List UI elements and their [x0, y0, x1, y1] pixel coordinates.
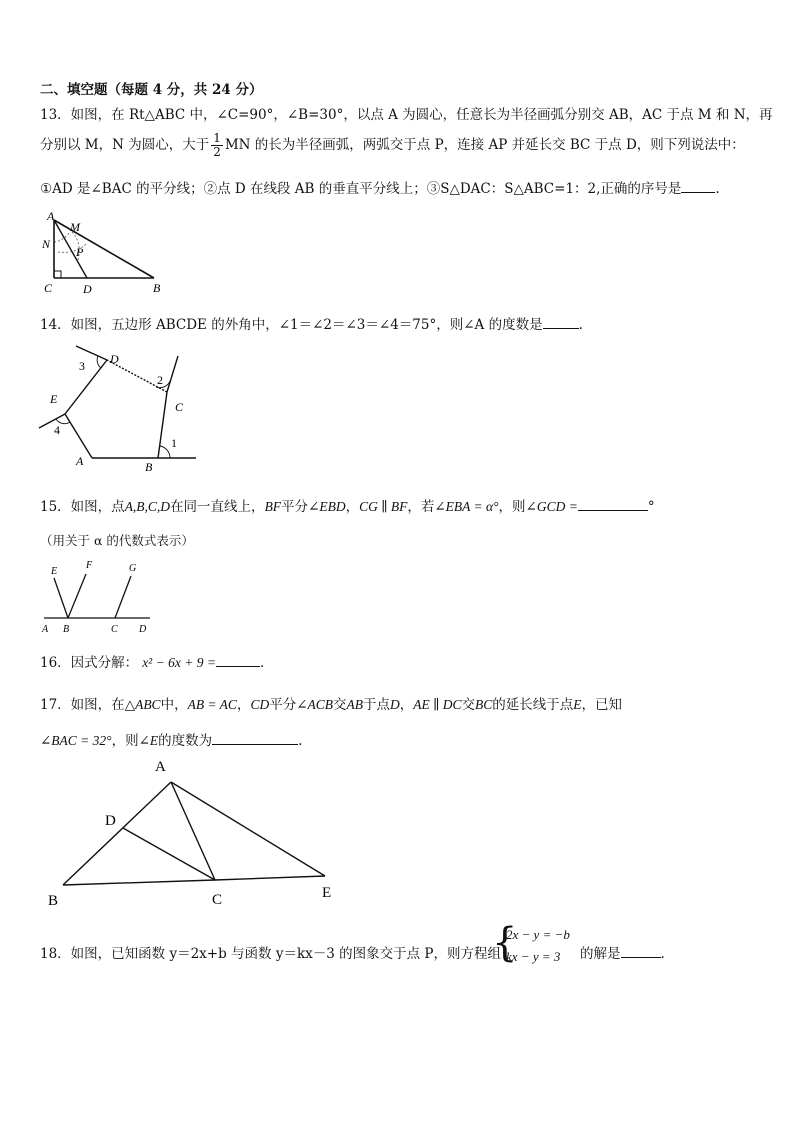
q15-text-mid4: ，则: [498, 499, 526, 515]
q14-angle-1: 1: [171, 436, 177, 450]
q17-eq: AB = AC: [187, 697, 237, 712]
q15-angle-gcd: ∠GCD =: [525, 499, 578, 514]
q18-answer-blank[interactable]: [621, 943, 661, 958]
q16-text-end: .: [259, 655, 265, 671]
q17-c2: ，: [236, 697, 251, 713]
q17-tri: △ABC: [124, 697, 161, 712]
q17-c6: ，: [399, 697, 414, 713]
q17-c3: 平分: [269, 697, 297, 713]
q15-points: A,B,C,D: [124, 499, 171, 514]
q15-label-b: B: [63, 624, 70, 635]
q14-ext-2: [167, 356, 178, 392]
q15-label-e: E: [51, 566, 58, 577]
q17-e: E: [573, 697, 582, 712]
q17-cd: CD: [250, 697, 270, 712]
q15-cg-bf: CG ∥ BF: [359, 499, 408, 514]
q15-ray-be: [54, 578, 68, 618]
q17-line2-mid: ，则: [111, 733, 139, 749]
q13-fraction: [211, 132, 223, 159]
q17-ab: AB: [346, 697, 364, 712]
q13-answer-blank[interactable]: [681, 178, 715, 193]
q13-figure: [38, 208, 168, 298]
q17-c8: 的延长线于点: [492, 697, 574, 713]
q14-text: 14．如图，五边形 ABCDE 的外角中，∠1＝∠2＝∠3＝∠4＝75°，则∠A 的度数是: [40, 317, 543, 333]
q14-ext-3: [76, 346, 107, 360]
q17-bc: BC: [475, 697, 493, 712]
q13-label-n: N: [42, 237, 51, 251]
q13-line3: [40, 177, 720, 197]
q17-label-d: D: [105, 813, 116, 829]
q15-label-d: D: [139, 624, 147, 635]
q13-frac-den: 2: [213, 145, 221, 159]
q14-line: [40, 313, 583, 333]
q17-segment-ae: [171, 782, 325, 876]
q18-text-post: 的解是: [580, 946, 621, 962]
q15-label-f: F: [86, 560, 93, 571]
q15-text-mid3: ，若: [407, 499, 435, 515]
q17-side-ac: [171, 782, 215, 880]
q16-answer-blank[interactable]: [216, 652, 260, 667]
q13-line2-pre: 分别以 M，N 为圆心，大于: [40, 137, 210, 153]
q13-line2: [40, 132, 745, 159]
q14-label-e: E: [50, 392, 58, 406]
q17-label-e: E: [322, 885, 332, 901]
q13-frac-num: 1: [213, 131, 221, 145]
q15-angle-ebd: ∠EBD: [308, 499, 346, 514]
q15-degree: °: [647, 499, 655, 515]
q17-label-b: B: [48, 893, 59, 909]
q14-answer-blank[interactable]: [543, 314, 579, 329]
q13-line3-end: .: [715, 181, 720, 197]
q13-side-ab: [54, 220, 154, 278]
q18-answer-line: [580, 942, 665, 962]
q14-label-b: B: [145, 460, 153, 474]
q15-text-mid1: 在同一直线上，: [170, 499, 265, 515]
q17-figure: [40, 752, 350, 912]
q14-figure: [36, 340, 206, 475]
q13-label-b: B: [153, 281, 161, 295]
q14-side-ea: [65, 414, 92, 458]
q13-label-m: M: [70, 220, 80, 234]
q14-label-a: A: [76, 454, 84, 468]
q13-label-p: P: [76, 245, 84, 259]
q16-line: [40, 651, 264, 671]
q17-c5: 于点: [363, 697, 391, 713]
q17-acb: ∠ACB: [296, 697, 334, 712]
q15-label-c: C: [111, 624, 118, 635]
q18-text-pre: 18．如图，已知函数 y＝2x+b 与函数 y＝kx－3 的图象交于点 P，则方程组: [40, 946, 502, 962]
q17-pre: 17．如图，在: [40, 697, 125, 713]
q15-angle-eba: ∠EBA = α°: [434, 499, 499, 514]
q15-ray-cg: [115, 576, 131, 618]
q17-answer-blank[interactable]: [212, 730, 298, 745]
q15-label-a: A: [42, 624, 49, 635]
q14-ext-4: [39, 414, 65, 428]
q13-line1: 13．如图，在 Rt△ABC 中，∠C=90°，∠B=30°，以点 A 为圆心，任意长为半径画弧分别交 AB，AC 于点 M 和 N，再: [40, 107, 773, 123]
q18-eq1: 2x − y = −b: [506, 927, 570, 942]
q14-angle-4: 4: [54, 423, 60, 437]
q14-angle-2: 2: [157, 373, 163, 387]
q14-label-d: D: [110, 352, 119, 366]
q17-c1: 中，: [160, 697, 188, 713]
q16-text-pre: 16．因式分解：: [40, 655, 139, 671]
q15-figure: [38, 558, 158, 638]
q13-line2-post: MN 的长为半径画弧，两弧交于点 P，连接 AP 并延长交 BC 于点 D，则下列说法中：: [224, 137, 745, 153]
q17-side-ab: [63, 782, 171, 885]
q17-c7: 交: [461, 697, 475, 713]
q17-line2: [40, 729, 302, 749]
q13-label-d: D: [83, 282, 92, 296]
q17-d: D: [390, 697, 400, 712]
section-title: 二、填空题（每题 4 分，共 24 分）: [40, 82, 263, 98]
q17-angle-e: ∠E: [138, 733, 159, 748]
q17-c9: ，已知: [581, 697, 623, 713]
q17-side-bc: [63, 880, 215, 885]
q13-line3-text: ①AD 是∠BAC 的平分线；②点 D 在线段 AB 的垂直平分线上；③S△DAC：S△ABC=1：2,正确的序号是: [40, 181, 682, 197]
q15-bf: BF: [264, 499, 282, 514]
q15-label-g: G: [129, 563, 137, 574]
q18-eq2: kx − y = 3: [506, 949, 561, 964]
q15-text-mid2: 平分: [281, 499, 309, 515]
q17-label-a: A: [155, 759, 166, 775]
q13-right-angle-mark: [54, 271, 61, 278]
q15-line2: （用关于 α 的代数式表示）: [40, 533, 194, 548]
q17-segment-dc: [123, 828, 215, 880]
q15-text-pre: 15．如图，点: [40, 499, 125, 515]
q15-line1: [40, 495, 655, 515]
q14-angle-3: 3: [79, 359, 85, 373]
q16-expr: x² − 6x + 9 =: [142, 655, 216, 670]
q13-label-c: C: [44, 281, 53, 295]
q15-ray-bf: [68, 574, 86, 618]
q18-brace: {: [492, 920, 518, 966]
q14-label-c: C: [175, 400, 184, 414]
q15-answer-blank[interactable]: [578, 496, 648, 511]
q13-label-a: A: [47, 209, 55, 223]
q17-line1: [40, 693, 622, 713]
q14-arc-3: [97, 356, 101, 368]
q17-line2-end: .: [298, 733, 303, 749]
q17-ext-ce: [215, 876, 325, 880]
q14-text-end: .: [578, 317, 583, 333]
q17-c4: 交: [333, 697, 347, 713]
q18-text-end: .: [660, 946, 665, 962]
q14-arc-1: [160, 446, 170, 458]
q17-angle-bac: ∠BAC = 32°: [40, 733, 112, 748]
q15-comma: ，: [345, 499, 360, 515]
q17-label-c: C: [212, 892, 223, 908]
q17-ae-dc: AE ∥ DC: [413, 697, 462, 712]
q17-line2-post: 的度数为: [158, 733, 213, 749]
